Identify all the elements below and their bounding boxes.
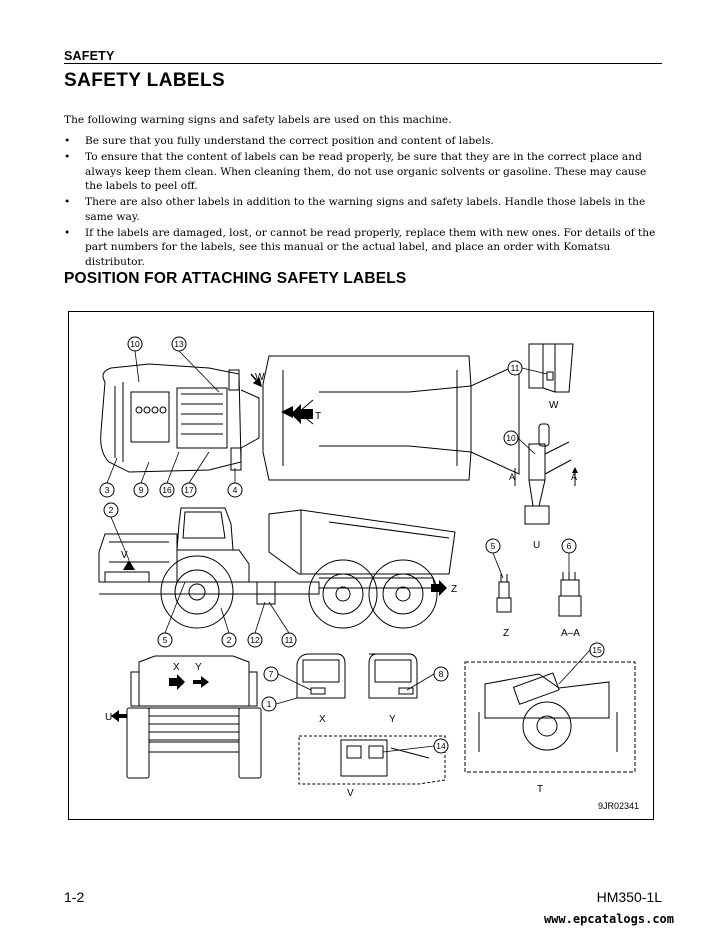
view-label-aa-detail: A–A bbox=[561, 628, 580, 639]
view-label-z-detail: Z bbox=[503, 628, 510, 639]
view-label-x-detail: X bbox=[319, 714, 326, 725]
view-label-y-detail: Y bbox=[389, 714, 396, 725]
callout-5: 5 bbox=[490, 541, 496, 551]
view-label-u-detail: U bbox=[533, 540, 541, 551]
page-title: SAFETY LABELS bbox=[64, 70, 226, 91]
callout-10: 10 bbox=[130, 339, 140, 349]
view-label-x-front: X bbox=[173, 662, 180, 673]
callout-9: 9 bbox=[138, 485, 144, 495]
callout-16: 16 bbox=[162, 485, 172, 495]
view-label-w-detail: W bbox=[549, 400, 559, 411]
view-label-t-detail: T bbox=[537, 784, 544, 795]
label-position-figure bbox=[68, 311, 654, 820]
truck-drawing bbox=[69, 312, 655, 821]
callout-5: 5 bbox=[162, 635, 168, 645]
detail-w bbox=[529, 344, 573, 392]
header-rule bbox=[64, 63, 662, 64]
callout-3: 3 bbox=[104, 485, 110, 495]
intro-text: The following warning signs and safety labels are used on this machine. bbox=[64, 114, 452, 126]
footer-page-number: 1-2 bbox=[64, 889, 85, 905]
callout-11: 11 bbox=[510, 363, 520, 373]
callout-11: 11 bbox=[284, 635, 294, 645]
view-label-t-top: T bbox=[315, 411, 322, 422]
footer-model: HM350-1L bbox=[596, 889, 662, 905]
bullet-item: • To ensure that the content of labels can be read properly, be sure that they are in the correct place and always keep them clean. When cleaning them, do not use organic solvents or gasoline. These may cause the labels to peel off. bbox=[64, 150, 664, 194]
callout-15: 15 bbox=[592, 645, 602, 655]
callout-6: 6 bbox=[566, 541, 572, 551]
callout-2: 2 bbox=[108, 505, 114, 515]
bullet-item: • If the labels are damaged, lost, or cannot be read properly, replace them with new ones. For details of the part numbers for the labels, see this manual or the actual label, and place an order with Komatsu distributor. bbox=[64, 226, 664, 270]
callout-10: 10 bbox=[506, 433, 516, 443]
callouts bbox=[100, 337, 604, 753]
section-header: SAFETY bbox=[64, 49, 115, 63]
view-label-u-front: U bbox=[105, 712, 113, 723]
detail-z-aa bbox=[497, 572, 581, 616]
view-label-v-side: V bbox=[121, 550, 128, 561]
callout-12: 12 bbox=[250, 635, 260, 645]
callout-1: 1 bbox=[266, 699, 272, 709]
side-view bbox=[99, 508, 458, 628]
section-subtitle: POSITION FOR ATTACHING SAFETY LABELS bbox=[64, 270, 407, 287]
view-label-v-detail: V bbox=[347, 788, 354, 799]
callout-8: 8 bbox=[438, 669, 444, 679]
callout-14: 14 bbox=[436, 741, 446, 751]
detail-u bbox=[525, 424, 571, 524]
callout-13: 13 bbox=[174, 339, 184, 349]
view-label-a-left: A bbox=[509, 472, 516, 482]
view-label-a-right: A bbox=[571, 472, 578, 482]
watermark: www.epcatalogs.com bbox=[543, 912, 674, 926]
bullet-item: • There are also other labels in addition to the warning signs and safety labels. Handle those labels in the same way. bbox=[64, 195, 664, 224]
bullet-list bbox=[64, 134, 664, 271]
y-arrow-icon bbox=[193, 676, 209, 688]
detail-t bbox=[465, 662, 635, 772]
u-arrow-icon bbox=[111, 710, 127, 722]
callout-2: 2 bbox=[226, 635, 232, 645]
callout-numbers bbox=[105, 339, 602, 751]
figure-id: 9JR02341 bbox=[597, 801, 639, 811]
callout-7: 7 bbox=[268, 669, 274, 679]
callout-17: 17 bbox=[184, 485, 194, 495]
bullet-item: • Be sure that you fully understand the correct position and content of labels. bbox=[64, 134, 664, 149]
view-label-y-front: Y bbox=[195, 662, 202, 673]
view-label-z-side: Z bbox=[451, 584, 458, 595]
callout-4: 4 bbox=[232, 485, 238, 495]
view-label-w-top: W bbox=[255, 372, 265, 383]
leader-lines bbox=[104, 351, 590, 752]
front-view bbox=[127, 656, 261, 778]
x-arrow-icon bbox=[169, 674, 185, 690]
detail-x-y bbox=[297, 654, 417, 698]
detail-v bbox=[299, 736, 445, 784]
